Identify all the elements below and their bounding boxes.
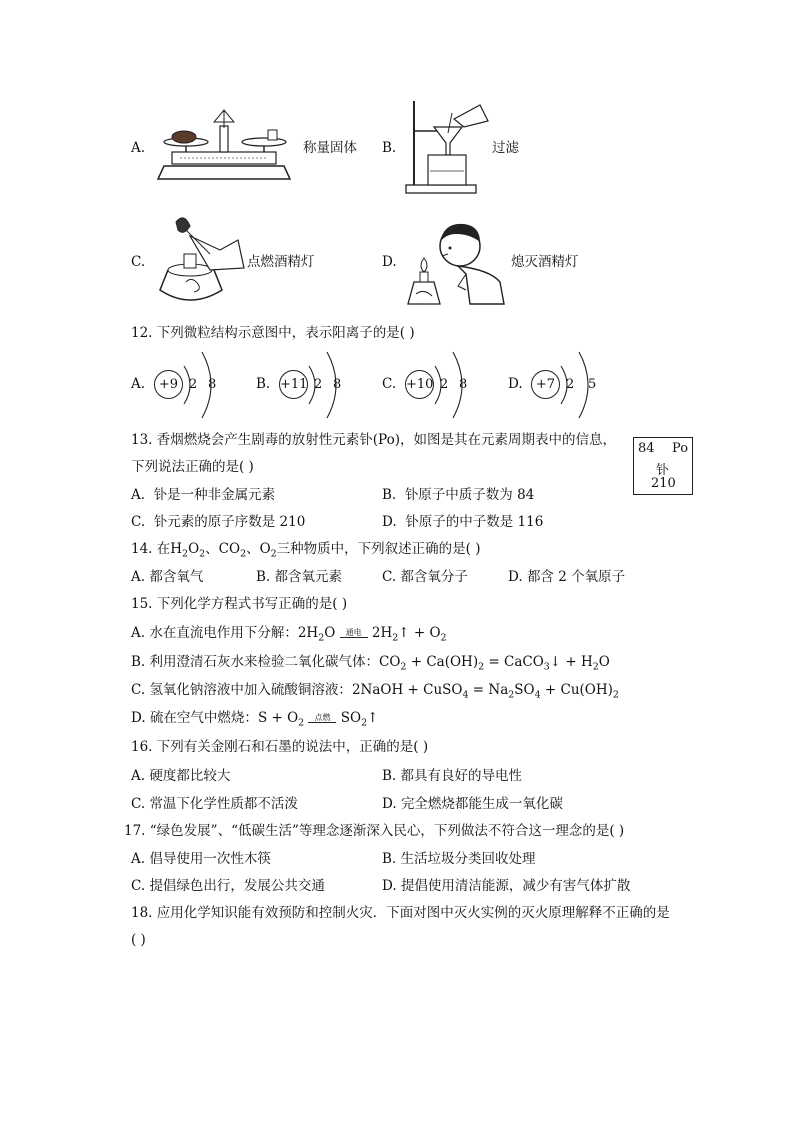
electron-shell-arcs	[557, 350, 602, 420]
nucleus: +10	[405, 370, 434, 399]
shell-electrons-2: 5	[588, 377, 597, 392]
option-label: 称量固体	[303, 140, 357, 156]
question-13-stem-cont: 下列说法正确的是( )	[131, 459, 254, 475]
balance-figure	[150, 104, 300, 186]
option-text: 钋是一种非金属元素	[153, 487, 276, 503]
nucleus: +7	[531, 370, 560, 399]
option-d[interactable]: D. 完全燃烧都能生成一氧化碳	[382, 796, 563, 812]
question-17-stem: 17. “绿色发展”、“低碳生活”等理念逐渐深入民心，下列做法不符合这一理念的是( )	[124, 823, 625, 839]
option-c[interactable]	[131, 513, 305, 531]
option-label: 点燃酒精灯	[247, 254, 315, 270]
question-18-stem-cont: ( )	[131, 932, 146, 948]
option-b[interactable]	[382, 486, 534, 504]
option-letter: B.	[382, 140, 397, 156]
atomic-number: 84	[638, 441, 655, 456]
question-16-stem: 16. 下列有关金刚石和石墨的说法中，正确的是( )	[131, 739, 429, 755]
option-b[interactable]: B. 利用澄清石灰水来检验二氧化碳气体：$CO_2 + Ca(OH)_2$ = CaCO$_3$↓ + $H_2O$	[131, 654, 610, 673]
lighting-lamp-figure	[150, 210, 250, 310]
option-letter: A.	[131, 487, 146, 503]
shell-electrons-2: 8	[208, 377, 217, 392]
option-letter: C.	[382, 376, 397, 392]
nucleus: +11	[279, 370, 308, 399]
option-c[interactable]: C. 提倡绿色出行，发展公共交通	[131, 878, 325, 894]
option-d[interactable]: D. 都含 2 个氧原子	[508, 569, 626, 585]
option-letter: B.	[256, 376, 271, 392]
element-name: 钋	[656, 463, 670, 478]
option-letter: B.	[382, 487, 397, 503]
electron-shell-arcs	[431, 350, 476, 420]
element-symbol: Po	[672, 441, 689, 456]
shell-electrons-2: 8	[333, 377, 342, 392]
extinguish-lamp-figure	[400, 212, 510, 312]
option-d[interactable]: D. 硫在空气中燃烧：$S + O_2$ 点燃 $SO_2↑$	[131, 710, 379, 729]
option-label: 熄灭酒精灯	[511, 254, 579, 270]
option-text: 钋元素的原子序数是 210	[153, 514, 306, 530]
option-a[interactable]: A. 倡导使用一次性木筷	[131, 851, 271, 867]
option-a[interactable]: A. 都含氧气	[131, 569, 204, 585]
question-18-stem: 18. 应用化学知识能有效预防和控制火灾．下面对图中灭火实例的灭火原理解释不正确的是	[131, 905, 670, 921]
question-14-stem: 14. 在$H_2O_2$、$CO_2$、$O_2$三种物质中，下列叙述正确的是( )	[131, 541, 481, 560]
option-a[interactable]: A. 硬度都比较大	[131, 768, 231, 784]
shell-electrons-1: 2	[566, 377, 575, 392]
option-c[interactable]: C. 都含氧分子	[382, 569, 468, 585]
option-letter: D.	[508, 376, 523, 392]
question-13-stem: 13. 香烟燃烧会产生剧毒的放射性元素钋(Po)，如图是其在元素周期表中的信息，	[131, 432, 616, 448]
option-letter: D.	[382, 514, 397, 530]
option-c[interactable]: C. 常温下化学性质都不活泼	[131, 796, 298, 812]
option-a[interactable]: A. 水在直流电作用下分解：$2H_2O$ 通电 $2H_2↑ + O_2$	[131, 625, 447, 644]
option-letter: A.	[131, 140, 146, 156]
option-letter: A.	[131, 376, 146, 392]
question-15-stem: 15. 下列化学方程式书写正确的是( )	[131, 596, 348, 612]
shell-electrons-1: 2	[314, 377, 323, 392]
option-d[interactable]: D. 提倡使用清洁能源，减少有害气体扩散	[382, 878, 631, 894]
option-b[interactable]: B. 生活垃圾分类回收处理	[382, 851, 536, 867]
question-12-stem: 12. 下列微粒结构示意图中，表示阳离子的是( )	[131, 325, 415, 341]
option-letter: D.	[382, 254, 397, 270]
filtration-figure	[404, 97, 494, 197]
periodic-table-cell	[633, 437, 693, 495]
option-letter: C.	[131, 514, 146, 530]
option-c[interactable]: C. 氢氧化钠溶液中加入硫酸铜溶液：2NaOH + CuSO$_4$ = $Na_2SO_4 + Cu(OH)_2$	[131, 682, 619, 701]
option-label: 过滤	[492, 140, 519, 156]
shell-electrons-2: 8	[459, 377, 468, 392]
option-letter: C.	[131, 254, 146, 270]
option-d[interactable]	[382, 513, 543, 531]
electron-shell-arcs	[180, 350, 225, 420]
option-a[interactable]	[131, 486, 275, 504]
shell-electrons-1: 2	[440, 377, 449, 392]
option-text: 钋原子中质子数为 84	[404, 487, 535, 503]
atomic-mass: 210	[651, 476, 676, 491]
electron-shell-arcs	[305, 350, 350, 420]
option-b[interactable]: B. 都具有良好的导电性	[382, 768, 523, 784]
nucleus: +9	[154, 370, 183, 399]
option-b[interactable]: B. 都含氧元素	[256, 569, 343, 585]
shell-electrons-1: 2	[189, 377, 198, 392]
option-text: 钋原子的中子数是 116	[405, 514, 544, 530]
